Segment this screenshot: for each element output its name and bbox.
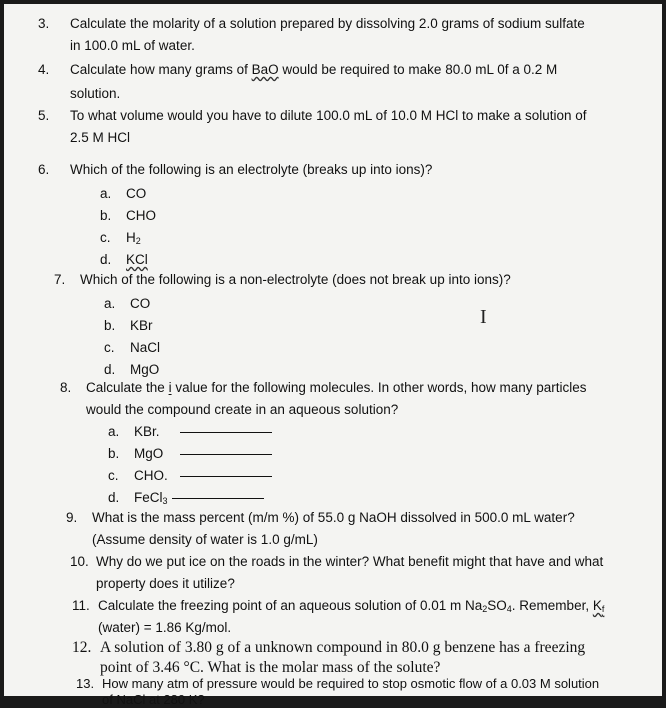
question-3 bbox=[38, 14, 585, 34]
question-6 bbox=[38, 160, 432, 180]
subscript: f bbox=[601, 604, 605, 614]
q7-option-a bbox=[104, 294, 150, 314]
option-text: FeCl bbox=[134, 490, 163, 505]
option-letter: a. bbox=[104, 296, 116, 311]
question-8-line-2: would the compound create in an aqueous solution? bbox=[86, 402, 399, 417]
question-text: How many atm of pressure would be required to stop osmotic flow of a 0.03 M solution bbox=[102, 676, 600, 691]
subscript: 4 bbox=[506, 604, 512, 614]
option-text: CO bbox=[126, 186, 147, 201]
question-text-cont: value for the following molecules. In other words, how many particles bbox=[171, 380, 587, 395]
option-letter: b. bbox=[104, 318, 116, 333]
q7-option-b bbox=[104, 316, 153, 336]
option-letter: c. bbox=[108, 468, 119, 483]
question-11-line-2: (water) = 1.86 Kg/mol. bbox=[98, 620, 232, 635]
question-number: 8. bbox=[60, 380, 72, 395]
kf-letter: K bbox=[592, 598, 602, 613]
i-value-term: i bbox=[168, 380, 172, 395]
q6-option-c bbox=[100, 228, 141, 251]
q7-option-d bbox=[104, 360, 159, 380]
question-8 bbox=[60, 378, 587, 398]
question-text: Which of the following is an electrolyte (breaks up into ions)? bbox=[70, 162, 433, 177]
question-text: Which of the following is a non-electrolyte (does not break up into ions)? bbox=[80, 272, 511, 287]
question-10-line-2: property does it utilize? bbox=[96, 576, 235, 591]
question-number: 11. bbox=[72, 598, 90, 613]
question-number: 5. bbox=[38, 108, 50, 123]
option-letter: a. bbox=[100, 186, 112, 201]
question-12-line-2: point of 3.46 °C. What is the molar mass of the solute? bbox=[100, 659, 441, 676]
answer-blank[interactable] bbox=[172, 498, 264, 499]
option-subscript: 2 bbox=[135, 236, 141, 246]
question-number: 6. bbox=[38, 162, 50, 177]
answer-blank[interactable] bbox=[180, 432, 272, 433]
answer-blank[interactable] bbox=[180, 476, 272, 477]
question-number: 12. bbox=[72, 639, 92, 656]
option-subscript: 3 bbox=[162, 496, 168, 506]
option-text: CO bbox=[130, 296, 151, 311]
question-text: Why do we put ice on the roads in the winter? What benefit might that have and what bbox=[96, 554, 604, 569]
kf-symbol bbox=[593, 598, 605, 613]
option-letter: d. bbox=[100, 252, 112, 267]
compound-bao: BaO bbox=[251, 62, 279, 77]
question-13 bbox=[76, 676, 599, 692]
option-letter: a. bbox=[108, 424, 120, 439]
question-4 bbox=[38, 60, 557, 80]
q7-option-c bbox=[104, 338, 160, 358]
question-9-line-2: (Assume density of water is 1.0 g/mL) bbox=[92, 532, 318, 547]
question-text: A solution of 3.80 g of a unknown compound in 80.0 g benzene has a freezing bbox=[100, 639, 586, 656]
answer-blank[interactable] bbox=[180, 454, 272, 455]
option-text: CHO. bbox=[134, 468, 168, 483]
question-text: Calculate the bbox=[86, 380, 169, 395]
q6-option-b bbox=[100, 206, 156, 226]
q8-option-a bbox=[108, 422, 272, 442]
option-text: MgO bbox=[130, 362, 160, 377]
option-text: MgO bbox=[134, 446, 164, 461]
question-number: 10. bbox=[70, 554, 89, 569]
question-5-line-2: 2.5 M HCl bbox=[70, 130, 131, 145]
option-text: KCl bbox=[126, 252, 148, 267]
option-letter: d. bbox=[108, 490, 120, 505]
question-text: Calculate how many grams of bbox=[70, 62, 252, 77]
question-number: 4. bbox=[38, 62, 50, 77]
question-text: What is the mass percent (m/m %) of 55.0 g NaOH dissolved in 500.0 mL water? bbox=[92, 510, 575, 525]
question-text-cont: would be required to make 80.0 mL 0f a 0.2 M bbox=[278, 62, 558, 77]
question-text: To what volume would you have to dilute 100.0 mL of 10.0 M HCl to make a solution of bbox=[70, 108, 587, 123]
option-letter: c. bbox=[104, 340, 115, 355]
question-text: Calculate the freezing point of an aqueous solution of 0.01 m Na bbox=[98, 598, 483, 613]
option-text: KBr bbox=[130, 318, 153, 333]
question-number: 13. bbox=[76, 676, 95, 691]
question-5 bbox=[38, 106, 587, 126]
option-text: KBr. bbox=[134, 424, 160, 439]
text-cursor-icon: I bbox=[480, 306, 487, 328]
question-7 bbox=[54, 270, 511, 290]
q6-option-a bbox=[100, 184, 146, 204]
option-text: CHO bbox=[126, 208, 156, 223]
option-letter: d. bbox=[104, 362, 116, 377]
question-4-line-2: solution. bbox=[70, 86, 121, 101]
question-11 bbox=[72, 596, 604, 619]
question-text-cont: . Remember, bbox=[511, 598, 593, 613]
subscript: 2 bbox=[482, 604, 488, 614]
question-number: 7. bbox=[54, 272, 66, 287]
question-10 bbox=[70, 552, 603, 572]
q8-option-c bbox=[108, 466, 272, 486]
question-number: 3. bbox=[38, 16, 50, 31]
q8-option-b bbox=[108, 444, 272, 464]
question-12 bbox=[72, 638, 585, 658]
option-text: NaCl bbox=[130, 340, 161, 355]
question-text: Calculate the molarity of a solution prepared by dissolving 2.0 grams of sodium sulfate bbox=[70, 16, 585, 31]
option-letter: b. bbox=[108, 446, 120, 461]
question-9 bbox=[66, 508, 575, 528]
worksheet-page bbox=[4, 4, 662, 707]
question-13-line-2: of NaCl at 280 K? bbox=[102, 692, 205, 707]
question-text-cont: SO bbox=[487, 598, 507, 613]
option-text: H bbox=[126, 230, 136, 245]
question-3-line-2: in 100.0 mL of water. bbox=[70, 38, 195, 53]
question-number: 9. bbox=[66, 510, 78, 525]
option-letter: b. bbox=[100, 208, 112, 223]
q6-option-d bbox=[100, 250, 148, 270]
option-letter: c. bbox=[100, 230, 111, 245]
